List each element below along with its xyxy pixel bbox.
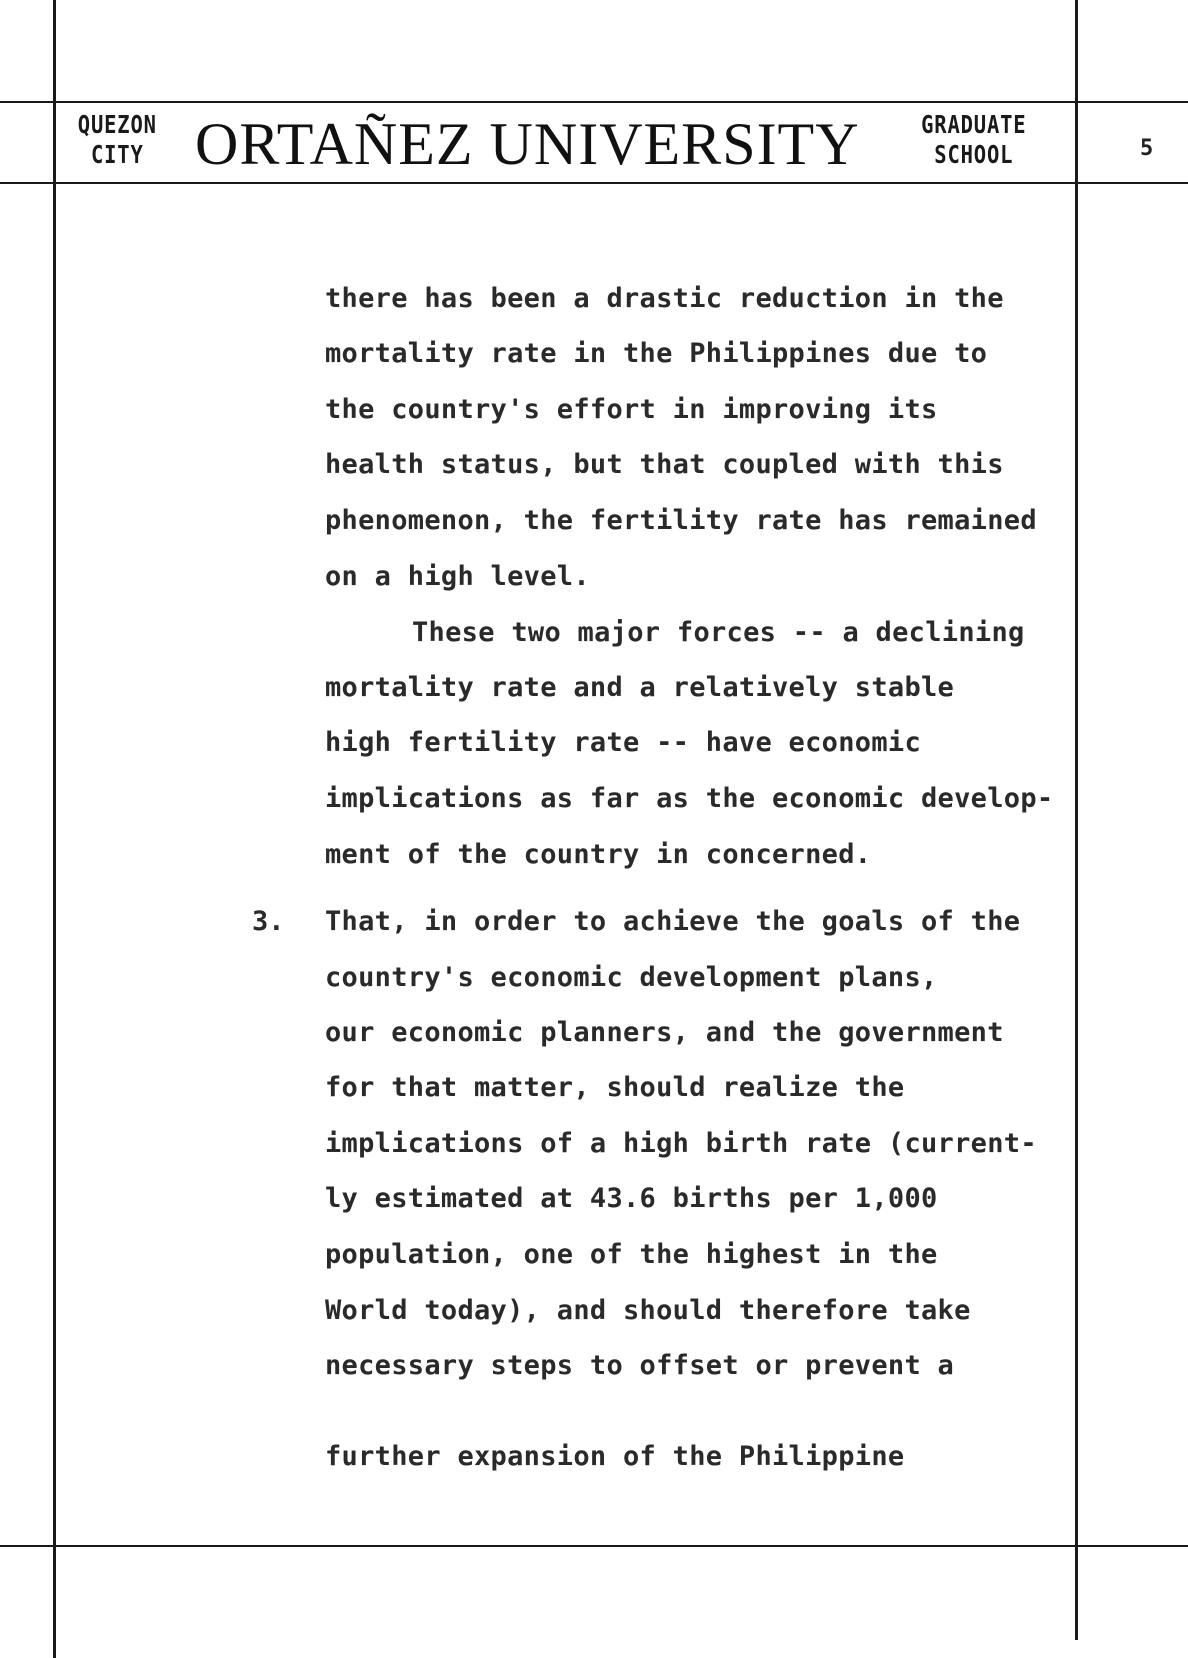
letterhead-school-line2: SCHOOL [934,140,1014,169]
body-line: phenomenon, the fertility rate has remained [325,505,1037,536]
body-line: high fertility rate -- have economic [325,727,921,758]
letterhead-university-name: ORTAÑEZ UNIVERSITY [195,111,860,177]
body-line: These two major forces -- a declining [412,617,1025,648]
body-line: country's economic development plans, [325,962,938,993]
body-line: the country's effort in improving its [325,394,938,425]
body-line: on a high level. [325,561,590,592]
left-margin-rule [53,0,56,1658]
right-margin-rule [1075,0,1078,1640]
letterhead-school [900,110,1048,170]
body-line: implications of a high birth rate (current- [325,1128,1037,1159]
header-bottom-rule [0,182,1188,184]
body-line: ly estimated at 43.6 births per 1,000 [325,1183,938,1214]
body-line: necessary steps to offset or prevent a [325,1350,955,1381]
body-line: our economic planners, and the government [325,1017,1004,1048]
footer-rule [0,1545,1188,1547]
letterhead-city [64,110,171,170]
body-line: implications as far as the economic develop- [325,783,1054,814]
body-line: mortality rate and a relatively stable [325,672,955,703]
body-line: population, one of the highest in the [325,1239,938,1270]
page-number: 5 [1140,136,1154,161]
body-line: there has been a drastic reduction in the [325,283,1004,314]
letterhead-city-line2: CITY [90,140,144,169]
body-line: for that matter, should realize the [325,1072,905,1103]
body-line: ment of the country in concerned. [325,839,872,870]
letterhead-school-line1: GRADUATE [921,110,1027,139]
body-line: health status, but that coupled with this [325,449,1004,480]
header-top-rule [0,101,1188,103]
body-line: That, in order to achieve the goals of the [325,906,1021,937]
body-line: World today), and should therefore take [325,1295,971,1326]
list-item-number: 3. [252,906,285,937]
letterhead-city-line1: QUEZON [77,110,157,139]
body-line: mortality rate in the Philippines due to [325,338,988,369]
body-line: further expansion of the Philippine [325,1441,905,1472]
